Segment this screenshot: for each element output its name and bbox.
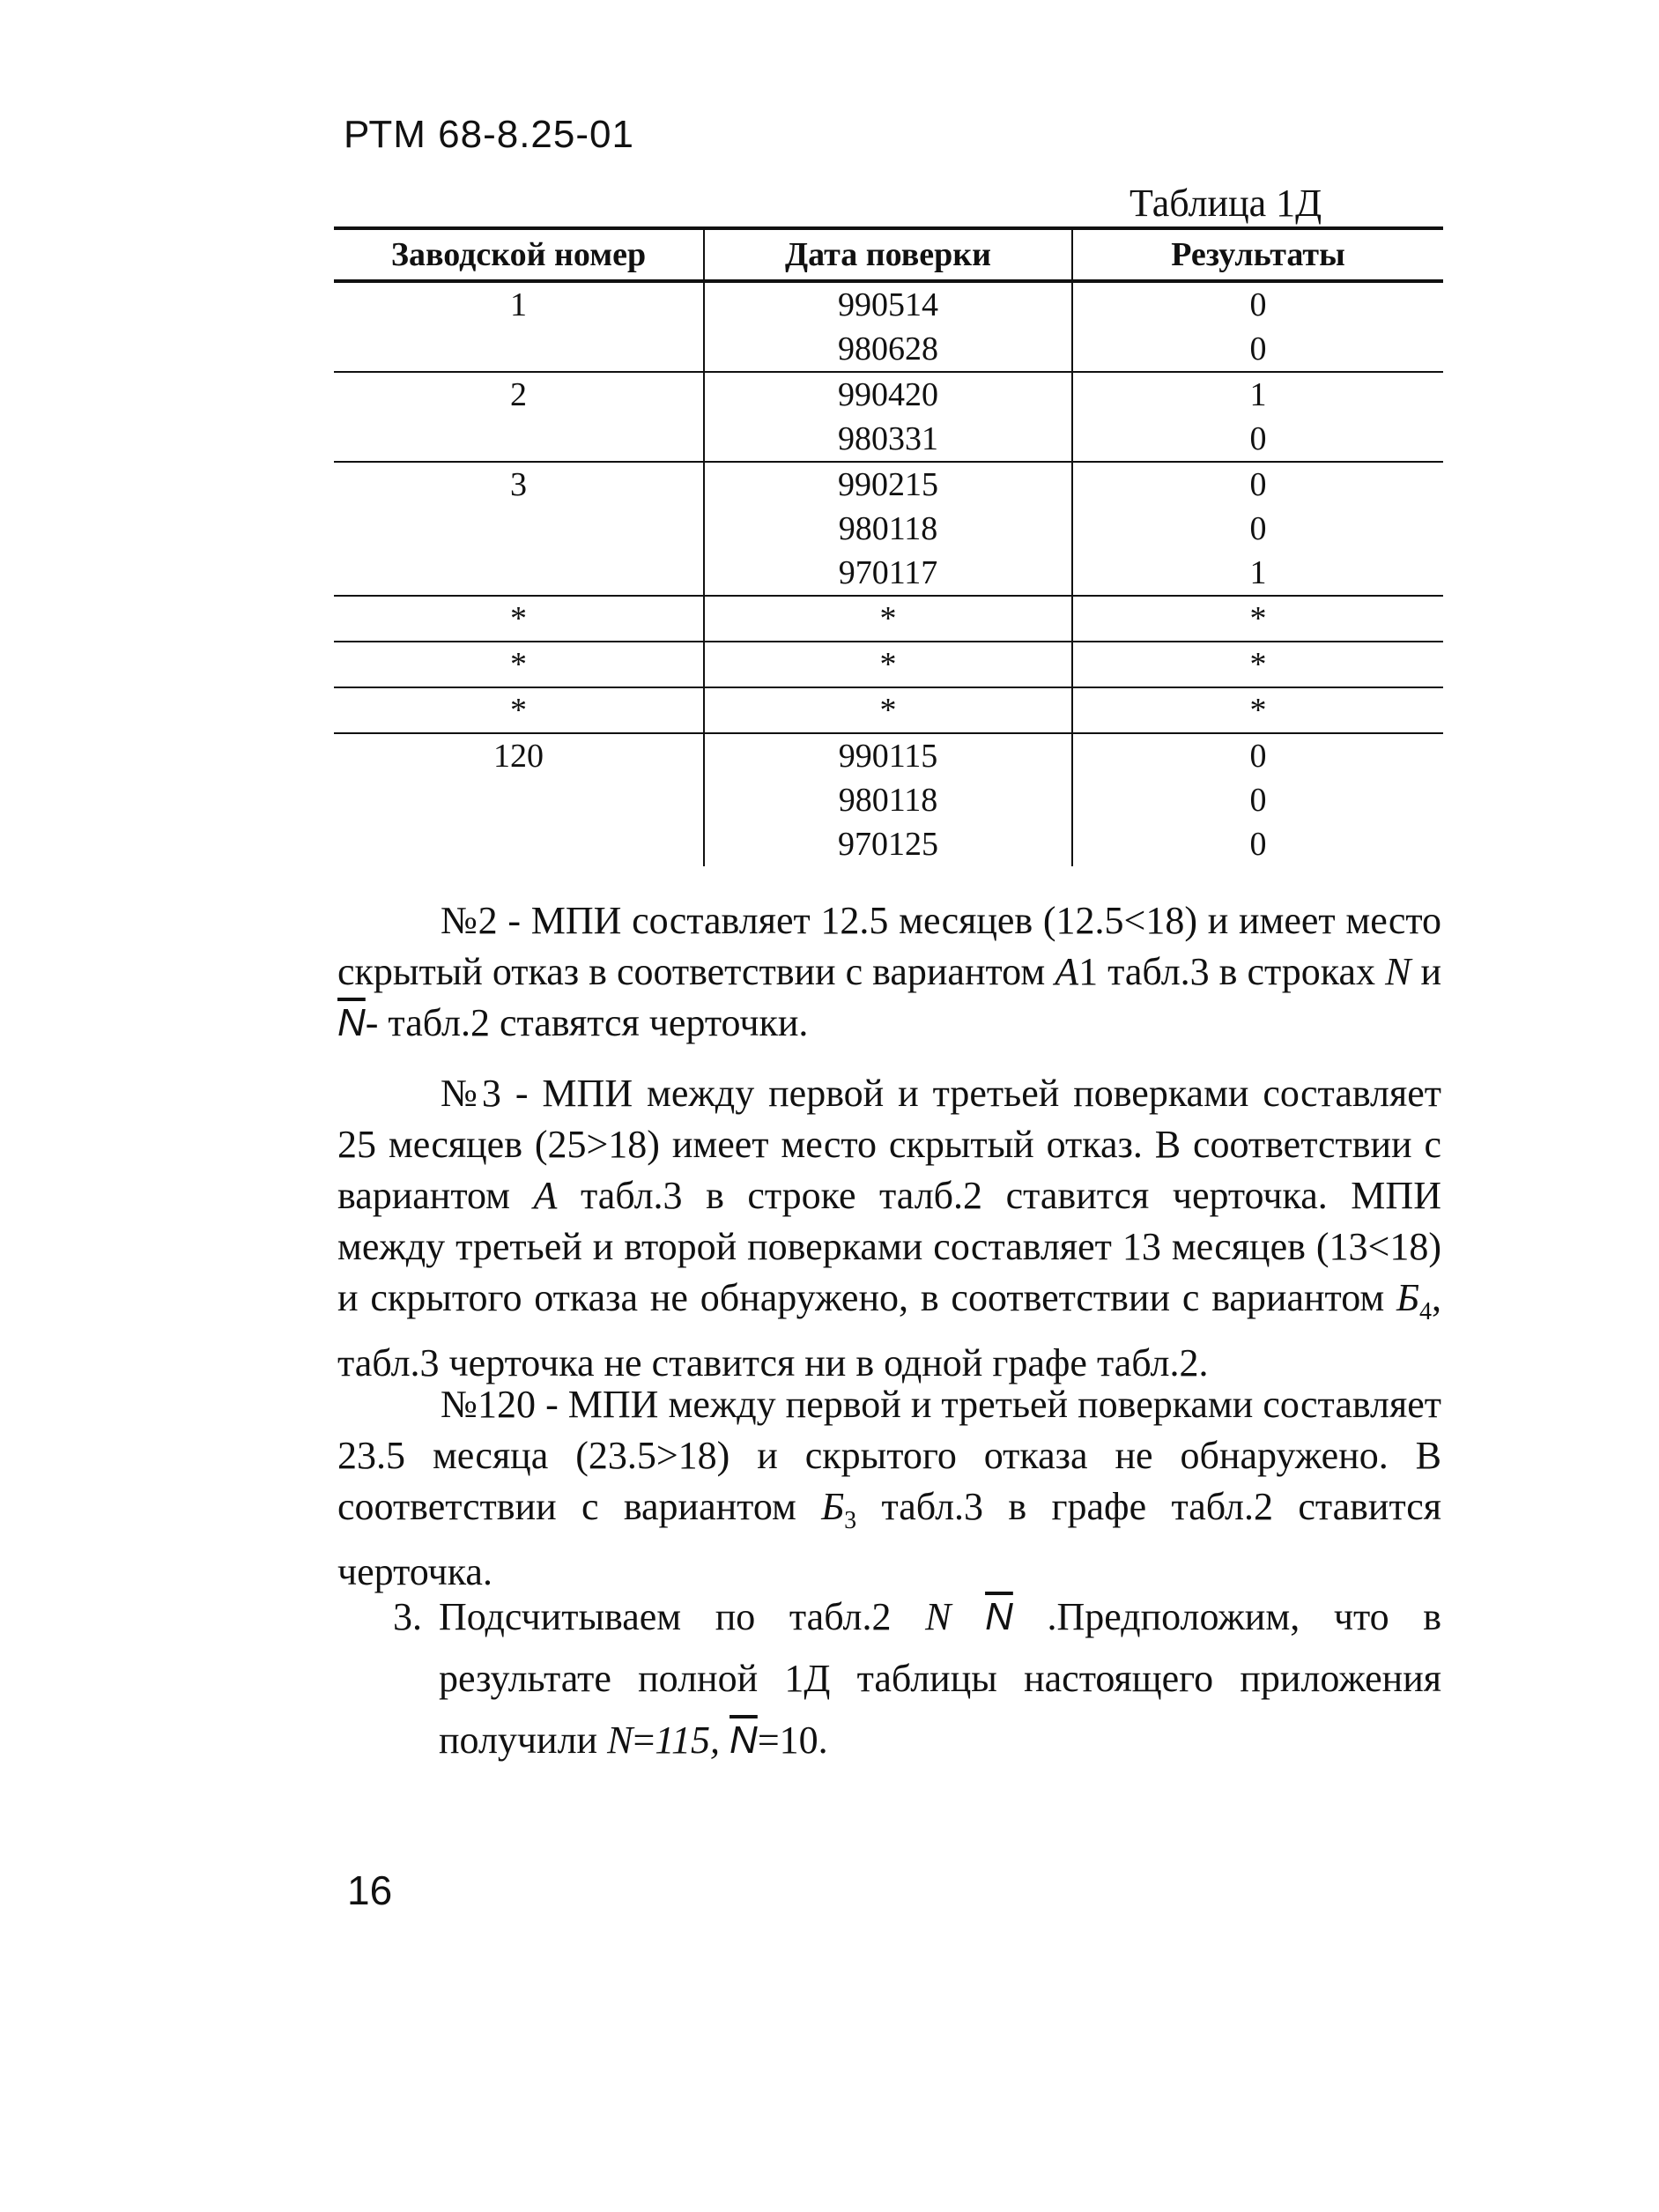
variant-symbol: А — [533, 1174, 558, 1217]
cell-serial: 120 — [334, 733, 704, 778]
cell-date: 980118 — [704, 778, 1072, 822]
cell-result: 0 — [1072, 281, 1443, 327]
cell-date: 980331 — [704, 417, 1072, 462]
cell-date: 980628 — [704, 327, 1072, 372]
cell-result: 0 — [1072, 462, 1443, 507]
cell-serial: 1 — [510, 286, 527, 323]
paragraph-item-2 — [337, 895, 1441, 1049]
text-run: №2 - МПИ составляет 12.5 месяцев (12.5<18) и имеет место скрытый отказ в соответствии с вариантом — [337, 899, 1441, 993]
table-row — [334, 372, 1443, 417]
cell-date: 980118 — [704, 507, 1072, 551]
cell-serial — [334, 778, 704, 822]
document-code: РТМ 68-8.25-01 — [344, 113, 634, 156]
table-row — [334, 327, 1443, 372]
variant-symbol: Б — [1396, 1276, 1419, 1319]
table-row — [334, 551, 1443, 596]
symbol-n-bar: $\overline{N}$ — [337, 1001, 366, 1044]
cell-serial — [334, 327, 704, 372]
list-number: 3. — [393, 1595, 422, 1638]
table-header-row — [334, 228, 1443, 281]
cell-serial: 2 — [334, 372, 704, 417]
cell-result: * — [1072, 687, 1443, 733]
cell-serial — [334, 417, 704, 462]
variant-subscript: 3 — [844, 1506, 857, 1534]
cell-date: 970117 — [704, 551, 1072, 596]
column-header-results: Результаты — [1072, 228, 1443, 281]
cell-serial — [334, 822, 704, 866]
verification-table — [334, 226, 1443, 866]
text-run: №3 - МПИ между первой и третьей поверками составляет 25 месяцев (25>18) имеет место скрытый отказ. В соответствии с вариантом — [337, 1072, 1441, 1217]
table-row — [334, 596, 1443, 642]
text-run: .Предположим, что в результате полной 1Д таблицы настоящего приложения получили — [439, 1595, 1441, 1762]
cell-result: 0 — [1072, 733, 1443, 778]
cell-serial — [334, 551, 704, 596]
symbol-n: N — [607, 1718, 633, 1762]
cell-serial — [334, 507, 704, 551]
symbol-n: N — [1385, 950, 1411, 993]
cell-date: 970125 — [704, 822, 1072, 866]
text-run: , табл.3 черточка не ставится ни в одной графе табл.2. — [337, 1276, 1441, 1384]
cell-result: 1 — [1072, 372, 1443, 417]
table-row — [334, 281, 1443, 327]
symbol-n: N — [925, 1595, 952, 1638]
value: 115, — [655, 1718, 721, 1762]
table-row — [334, 687, 1443, 733]
cell-result: * — [1072, 642, 1443, 687]
cell-result: 0 — [1072, 507, 1443, 551]
text-run: табл.3 в графе табл.2 ставится черточка. — [337, 1485, 1442, 1593]
text-run: Подсчитываем по табл.2 — [439, 1595, 926, 1638]
variant-symbol: Б — [821, 1485, 845, 1528]
table-row — [334, 417, 1443, 462]
cell-result: 0 — [1072, 822, 1443, 866]
cell-date: 990215 — [704, 462, 1072, 507]
cell-result: 1 — [1072, 551, 1443, 596]
cell-date: * — [704, 642, 1072, 687]
cell-serial: * — [334, 642, 704, 687]
text-run: и — [1411, 950, 1441, 993]
cell-date: 990115 — [704, 733, 1072, 778]
text-run: - табл.2 ставятся черточки. — [365, 1001, 809, 1044]
table-row — [334, 778, 1443, 822]
cell-serial: 3 — [334, 462, 704, 507]
text-run: табл.3 в строке талб.2 ставится черточка. МПИ между третьей и второй поверками составляет 13 месяцев (13<18) и скрытого отказа не обнаружено, в соответствии с вариантом — [337, 1174, 1441, 1319]
cell-result: 0 — [1072, 417, 1443, 462]
list-item-3 — [393, 1586, 1441, 1771]
cell-serial: * — [334, 687, 704, 733]
cell-date: 990514 — [704, 281, 1072, 327]
paragraph-item-3 — [337, 1068, 1441, 1389]
cell-result: 0 — [1072, 778, 1443, 822]
text-run: №120 - МПИ между первой и третьей поверками составляет 23.5 месяца (23.5>18) и скрытого отказа не обнаружено. В соответствии с вариантом — [337, 1383, 1441, 1528]
text-run — [951, 1595, 985, 1638]
text-run — [720, 1718, 730, 1762]
text-run: =10. — [757, 1718, 828, 1762]
variant-subscript: 4 — [1419, 1297, 1432, 1325]
table-row — [334, 822, 1443, 866]
paragraph-item-120 — [337, 1379, 1441, 1598]
table-row — [334, 733, 1443, 778]
table-caption: Таблица 1Д — [1129, 182, 1322, 225]
cell-result: * — [1072, 596, 1443, 642]
text-run: = — [633, 1718, 655, 1762]
table-row — [334, 507, 1443, 551]
text-run: 1 табл.3 в строках — [1078, 950, 1386, 993]
symbol-n-bar: $\overline{N}$ — [730, 1718, 758, 1762]
cell-date: * — [704, 596, 1072, 642]
cell-date: 990420 — [704, 372, 1072, 417]
table-row — [334, 642, 1443, 687]
cell-result: 0 — [1072, 327, 1443, 372]
table-row — [334, 462, 1443, 507]
cell-date: * — [704, 687, 1072, 733]
column-header-serial: Заводской номер — [334, 228, 704, 281]
cell-serial: * — [334, 596, 704, 642]
column-header-date: Дата поверки — [704, 228, 1072, 281]
symbol-n-bar: $\overline{N}$ — [985, 1595, 1013, 1638]
variant-symbol: А — [1055, 950, 1079, 993]
page-number: 16 — [347, 1867, 393, 1913]
